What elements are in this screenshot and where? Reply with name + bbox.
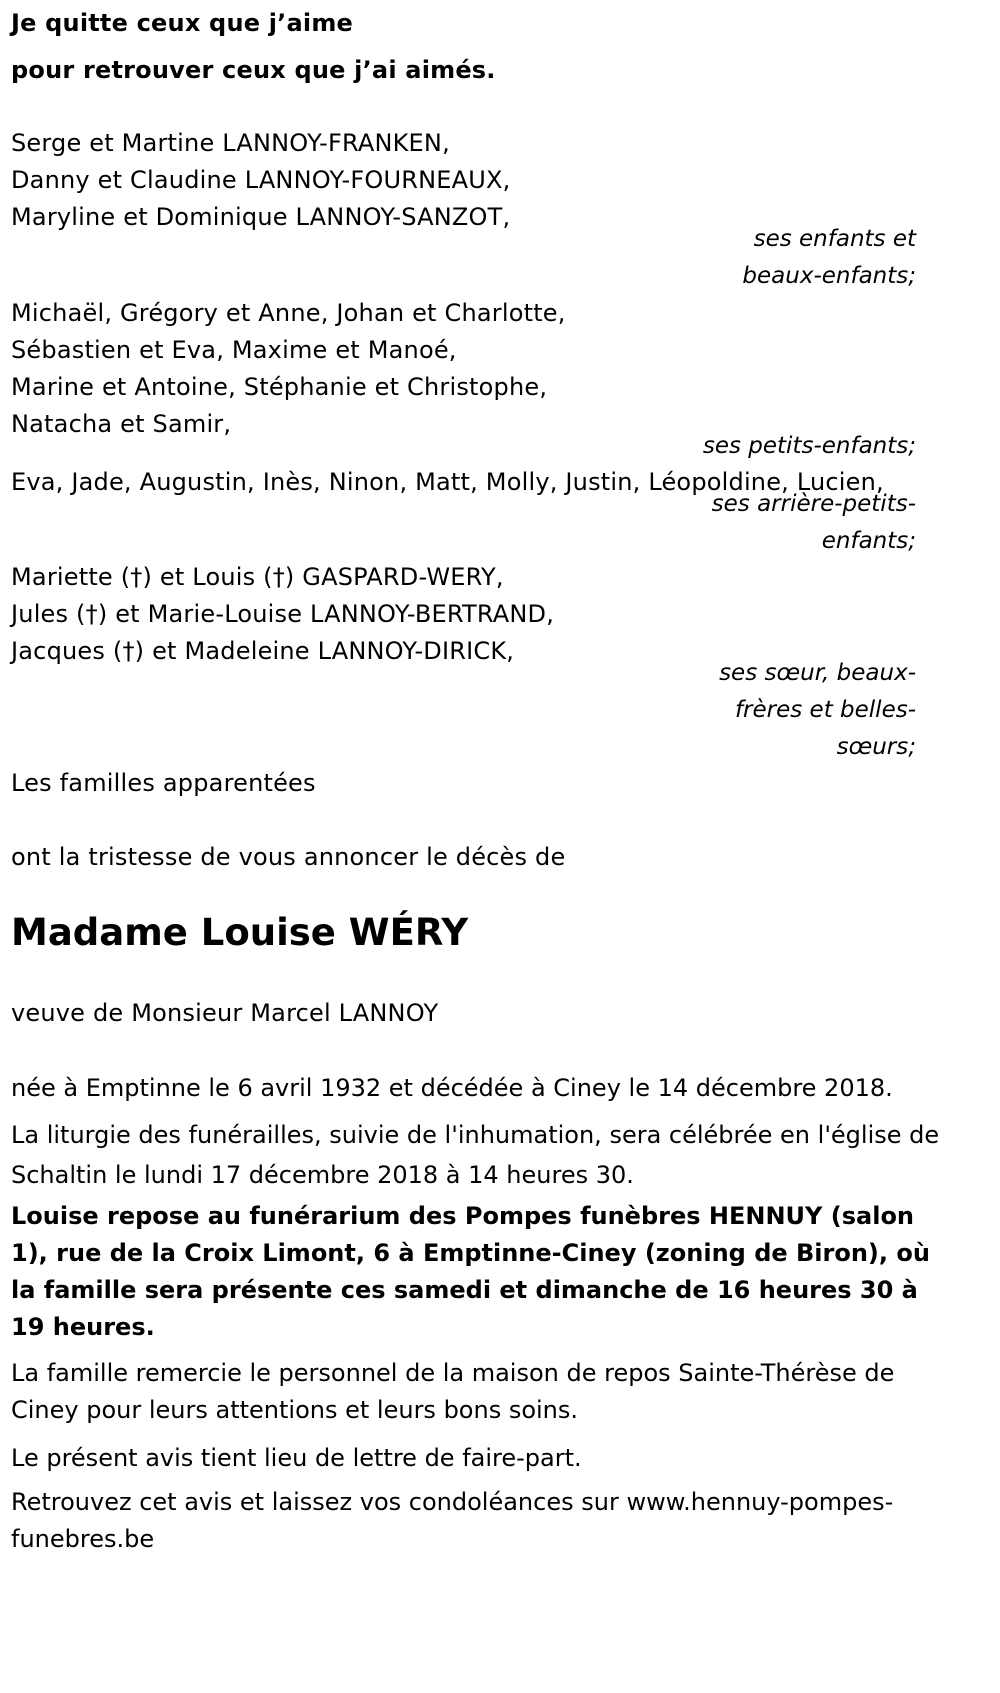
sibling-name-1: Mariette (†) et Louis (†) GASPARD-WERY,: [11, 563, 504, 591]
children-name-2: Danny et Claudine LANNOY-FOURNEAUX,: [11, 166, 511, 194]
siblings-relation-3: sœurs;: [836, 734, 916, 760]
grandchildren-relation: ses petits-enfants;: [702, 433, 916, 459]
spouse-line: veuve de Monsieur Marcel LANNOY: [11, 999, 439, 1027]
children-relation-2: beaux-enfants;: [742, 263, 916, 289]
grandchildren-name-2: Sébastien et Eva, Maxime et Manoé,: [11, 336, 457, 364]
grandchildren-name-1: Michaël, Grégory et Anne, Johan et Charlotte,: [11, 299, 566, 327]
grandchildren-name-4: Natacha et Samir,: [11, 410, 232, 438]
condolences-paragraph: Retrouvez cet avis et laissez vos condoléances sur www.hennuy-pompes-funebres.be: [11, 1488, 894, 1553]
quote-line-1: Je quitte ceux que j’aime: [11, 9, 354, 37]
grandchildren-name-3: Marine et Antoine, Stéphanie et Christophe,: [11, 373, 548, 401]
children-relation-1: ses enfants et: [753, 226, 916, 252]
birth-death-paragraph: née à Emptinne le 6 avril 1932 et décédée à Ciney le 14 décembre 2018.: [11, 1074, 893, 1102]
families-line: Les familles apparentées: [11, 769, 316, 797]
notice-paragraph: Le présent avis tient lieu de lettre de faire-part.: [11, 1444, 582, 1472]
sibling-name-2: Jules (†) et Marie-Louise LANNOY-BERTRAND,: [11, 600, 555, 628]
sibling-name-3: Jacques (†) et Madeleine LANNOY-DIRICK,: [11, 637, 515, 665]
great-grandchildren-names: Eva, Jade, Augustin, Inès, Ninon, Matt, Molly, Justin, Léopoldine, Lucien,: [11, 468, 884, 496]
siblings-relation-1: ses sœur, beaux-: [719, 660, 916, 686]
children-name-1: Serge et Martine LANNOY-FRANKEN,: [11, 129, 450, 157]
children-name-3: Maryline et Dominique LANNOY-SANZOT,: [11, 203, 511, 231]
announce-line: ont la tristesse de vous annoncer le décès de: [11, 843, 566, 871]
quote-line-2: pour retrouver ceux que j’ai aimés.: [11, 56, 496, 84]
liturgy-paragraph: La liturgie des funérailles, suivie de l'inhumation, sera célébrée en l'église de Schaltin le lundi 17 décembre 2018 à 14 heures 30.: [11, 1121, 940, 1189]
viewing-paragraph: Louise repose au funérarium des Pompes funèbres HENNUY (salon 1), rue de la Croix Limont, 6 à Emptinne-Ciney (zoning de Biron), où la famille sera présente ces samedi et dimanche de 16 heures 30 à 19 heures.: [11, 1202, 930, 1341]
thanks-paragraph: La famille remercie le personnel de la maison de repos Sainte-Thérèse de Ciney pour leurs attentions et leurs bons soins.: [11, 1359, 895, 1424]
deceased-name: Madame Louise WÉRY: [11, 911, 469, 954]
siblings-relation-2: frères et belles-: [734, 697, 916, 723]
great-grandchildren-relation-2: enfants;: [821, 528, 916, 554]
great-grandchildren-relation-1: ses arrière-petits-: [711, 491, 916, 517]
